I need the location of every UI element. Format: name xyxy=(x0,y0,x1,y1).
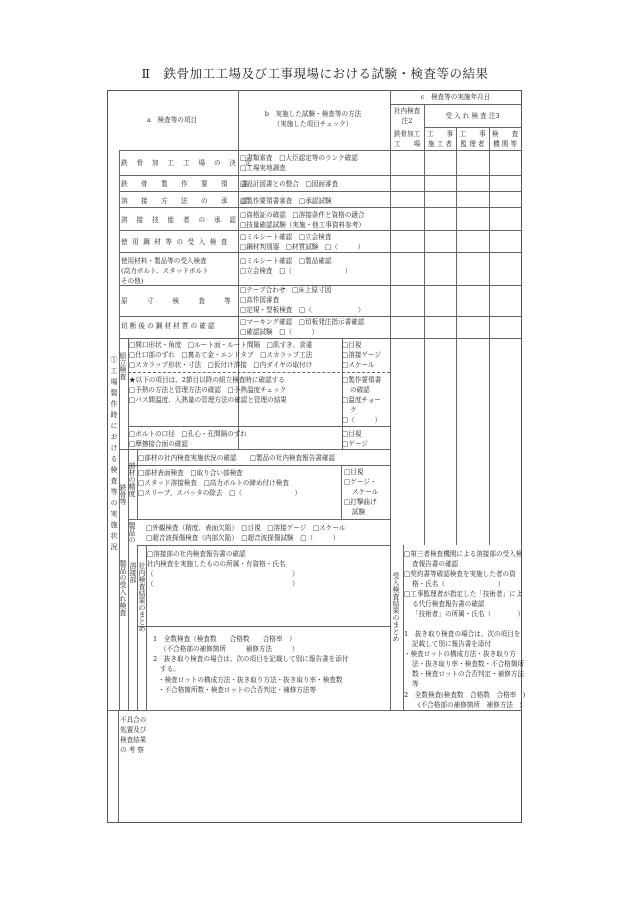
assembly-note-tool: の確認 xyxy=(350,386,370,394)
row-item: 使用材料・製品等の受入検査 xyxy=(121,257,207,265)
header-sub-sup-1: 工 事 xyxy=(459,130,486,138)
row-method: □高作図審査 xyxy=(240,296,280,304)
assembly-note: ★以下の項目は、2節目以降の組立検査時に確認する xyxy=(129,376,285,384)
internal-result-label: 社内検査結果のまとめ xyxy=(138,562,146,632)
acceptance-summary: 1 抜き取り検査の場合は、次の項目を xyxy=(404,630,521,638)
member-top-line: □部材の社内検査実施状況の確認 □製品の社内検査報告書確認 xyxy=(138,454,336,462)
header-col-c: c 検査等の実施年月日 xyxy=(420,93,491,101)
internal-item: （ ） xyxy=(147,580,299,588)
row-item: (高力ボルト、スタッドボルト xyxy=(121,267,209,275)
acceptance-summary: 法・抜き取り率・検査数・不合格箇所 xyxy=(412,660,525,668)
internal-summary: 1 全数検査（検査数 合格数 合格率 ） xyxy=(153,635,296,643)
internal-summary: ・不合格箇所数・検査ロットの合否判定・補修方法等 xyxy=(158,686,317,694)
row-method: □確認試験 □（ ） xyxy=(240,328,319,336)
table-rule xyxy=(390,90,391,545)
member-accuracy-label: 部材の精度 xyxy=(128,462,136,497)
defect-label-2: 処置及び xyxy=(120,726,147,734)
row-item: 使 用 鋼 材 等 の 受 入 検 査 xyxy=(121,238,229,246)
assembly-tool: □目視 xyxy=(342,341,362,349)
table-rule xyxy=(119,191,522,192)
table-rule xyxy=(128,426,390,427)
row-item: 鉄 骨 加 工 工 場 の 決 定 xyxy=(121,159,255,167)
row-method: □工場実地調査 xyxy=(240,164,286,172)
acceptance-item: □第三者検査機関による溶接部の受入検 xyxy=(404,550,523,558)
row-method: □鋼材判別器 □材質試験 □（ ） xyxy=(240,243,365,251)
table-rule xyxy=(424,127,522,128)
table-rule xyxy=(119,150,522,151)
acceptance-summary: 記載して別に報告書を添付 xyxy=(412,640,492,648)
header-internal-2: 注2 xyxy=(401,117,413,125)
defect-label-1: 不具合の xyxy=(120,716,147,724)
acceptance-item: 格・氏名（ ） xyxy=(412,580,505,588)
internal-summary: 2 抜き取り検査の場合は、次の項目を記載して別に報告書を添付 xyxy=(153,655,349,663)
acceptance-summary: 数・検査ロットの合否判定・補修方法 xyxy=(412,670,524,678)
row-item: 原 寸 検 査 等 xyxy=(121,297,233,305)
row-item: 溶 接 方 法 の 承 認 xyxy=(121,197,251,205)
table-rule xyxy=(341,465,342,519)
acceptance-result-label: 受入検査結果のまとめ xyxy=(392,572,400,642)
acceptance-summary: ・検査ロットの構成方法・抜き取り方 xyxy=(404,650,516,658)
main-vertical-label: ①工場製作時における検査等の実施状況 xyxy=(110,356,118,554)
weld-item: □超音波探傷検査（内部欠陥） □超音波探傷試験 □（ ） xyxy=(146,534,340,542)
row-method: □定規・型板検査 □（ ） xyxy=(240,306,365,314)
header-sub-fab-2: 工 場 xyxy=(393,140,421,148)
member-item: □部材表面検査 □取り合い部検査 xyxy=(138,469,243,477)
row-method: □立会検査 □（ ） xyxy=(240,267,352,275)
header-internal-1: 社内検査 xyxy=(393,107,421,115)
table-rule xyxy=(137,626,390,627)
assembly-item: □開口形状・角度 □ルート面・ルート間隔 □肌すき、食違 xyxy=(129,341,313,349)
header-sub-con-2: 施 工 者 xyxy=(428,140,452,148)
row-method: □資格証の確認 □溶接条件と資格の適合 xyxy=(240,211,365,219)
assembly-note: □予熱の方法と管理方法の確認 □予熱温度チェック xyxy=(129,386,287,394)
member-tool: □打撃曲げ xyxy=(344,498,377,506)
page-title: Ⅱ 鉄骨加工工場及び工事現場における試験・検査等の結果 xyxy=(141,66,489,81)
bolt-item: □ボルトの口径 □孔心・孔間隔のずれ xyxy=(129,430,247,438)
member-tool: スケール xyxy=(352,488,379,496)
member-item: □スタッド溶接検査 □高力ボルトの締め付け検査 xyxy=(138,479,289,487)
table-rule xyxy=(119,338,522,339)
table-rule xyxy=(128,372,390,373)
internal-summary: ・検査ロットの構成方法・抜き取り方法・抜き取り率・検査数 xyxy=(158,676,343,684)
internal-item: （ ） xyxy=(147,570,299,578)
bolt-item: □摩擦接合面の確認 xyxy=(129,440,188,448)
header-col-a: a 検査等の項目 xyxy=(147,116,198,124)
header-sub-fab-1: 鉄骨加工 xyxy=(393,130,421,138)
acceptance-item: 「技術者」の所属・氏名（ ） xyxy=(412,610,525,618)
header-sub-ins-1: 検 査 xyxy=(491,130,519,138)
table-rule xyxy=(456,127,457,545)
internal-item: 社内検査を実施したものの所属・有資格・氏名 xyxy=(147,560,286,568)
assembly-note-tool: □温度チョー xyxy=(342,396,382,404)
row-method: □技量確認試験（実施・他工事資料参考） xyxy=(240,221,365,229)
header-acceptance: 受 入 れ 検 査 注3 xyxy=(445,112,500,120)
acceptance-summary: 2 全数検査(検査数 合格数 合格率 ) xyxy=(404,691,526,699)
row-method: □製作要領書審査 □承認試験 xyxy=(240,197,332,205)
assembly-tool: □スケール xyxy=(342,361,375,369)
member-tool: □目視 xyxy=(344,468,364,476)
acceptance-item: □工事監理者が指定した「技術者」によ xyxy=(404,590,523,598)
bolt-tool: □目視 xyxy=(342,430,362,438)
table-rule xyxy=(128,519,390,520)
weld-label: 溶接部 xyxy=(129,562,137,583)
member-tool: □ゲージ・ xyxy=(344,478,377,486)
defect-label-4: の 考 察 xyxy=(120,746,144,754)
acceptance-summary: 等 xyxy=(412,680,419,688)
weld-item: □外観検査（精度、表面欠陥） □目視 □溶接ゲージ □スケール xyxy=(146,524,346,532)
assembly-item: □仕口部のずれ □裏あて金・エンドタブ □スカラップ工法 xyxy=(129,351,313,359)
acceptance-summary: (不合格部の補修箇所 補修方法 ) xyxy=(418,701,523,709)
member-tool: 試験 xyxy=(352,508,366,516)
assembly-note-tool: ク xyxy=(350,406,357,414)
table-rule xyxy=(118,710,119,822)
assembly-note-tool: □製作要領書 xyxy=(342,376,382,384)
internal-summary: する。 xyxy=(160,665,180,673)
row-method: □マーキング確認 □切板発注指示書確認 xyxy=(240,318,365,326)
row-method: □テープ合わせ □床上原寸図 xyxy=(240,286,332,294)
header-col-b-line2: （実施した項目チェック） xyxy=(273,120,353,128)
table-rule xyxy=(390,104,522,105)
row-method: □ミルシート確認 □立会検査 xyxy=(240,233,332,241)
steel-members-label: 鉄骨等 xyxy=(119,484,127,505)
table-rule xyxy=(489,127,490,545)
assembly-tool: □溶接ゲージ xyxy=(342,351,382,359)
header-sub-ins-2: 機 関 等 xyxy=(493,140,517,148)
acceptance-item: 査報告書の確認 xyxy=(412,560,459,568)
product-label: 製品の xyxy=(128,522,136,543)
assembly-item: □スカラップ形状・寸法 □仮付け溶接 □内ダイヤの取付け xyxy=(129,361,313,369)
header-col-b-line1: b 実施した試験・検査等の方法 xyxy=(264,110,362,118)
row-item: 切 断 後 の 鋼 材 材 質 の 確 認 xyxy=(121,322,215,330)
table-rule xyxy=(137,545,390,546)
assembly-label: 組立検査 xyxy=(119,352,127,380)
acceptance-item: □契約書等確認検査を実施した者の資 xyxy=(404,570,516,578)
row-item: 鉄 骨 製 作 要 領 書 xyxy=(121,180,251,188)
assembly-note: □パス間温度、入熱量の管理方法の確認と管理の結果 xyxy=(129,396,287,404)
acceptance-item: る代行検査報告書の確認 xyxy=(412,600,485,608)
row-item: その他) xyxy=(121,277,144,285)
table-rule xyxy=(119,175,522,176)
row-method: □書類審査 □大臣認定等のランク確認 xyxy=(240,154,358,162)
assembly-note-tool: □（ ） xyxy=(342,416,382,424)
table-rule xyxy=(424,104,425,545)
internal-item: □溶接部の社内検査報告書の確認 xyxy=(147,550,246,558)
table-rule xyxy=(119,207,522,208)
header-sub-con-1: 工 事 xyxy=(426,130,454,138)
bolt-tool: □ゲージ xyxy=(342,440,368,448)
table-rule xyxy=(128,465,390,466)
header-sub-sup-2: 監 理 者 xyxy=(460,140,485,148)
member-item: □スリーブ、スパッタの除去 □（ ） xyxy=(138,489,302,497)
defect-label-3: 検査結果 xyxy=(120,736,147,744)
product-acceptance-label: 製品の受入れ検査 xyxy=(119,560,127,616)
internal-summary: （不合格部の補修箇所 補修方法 ） xyxy=(160,645,299,653)
row-method: □ミルシート確認 □製品確認 xyxy=(240,257,332,265)
row-method: □設計図書との整合 □図面審査 xyxy=(240,180,339,188)
table-rule xyxy=(119,316,522,317)
row-item: 溶 接 技 能 者 の 承 認 xyxy=(121,216,240,224)
